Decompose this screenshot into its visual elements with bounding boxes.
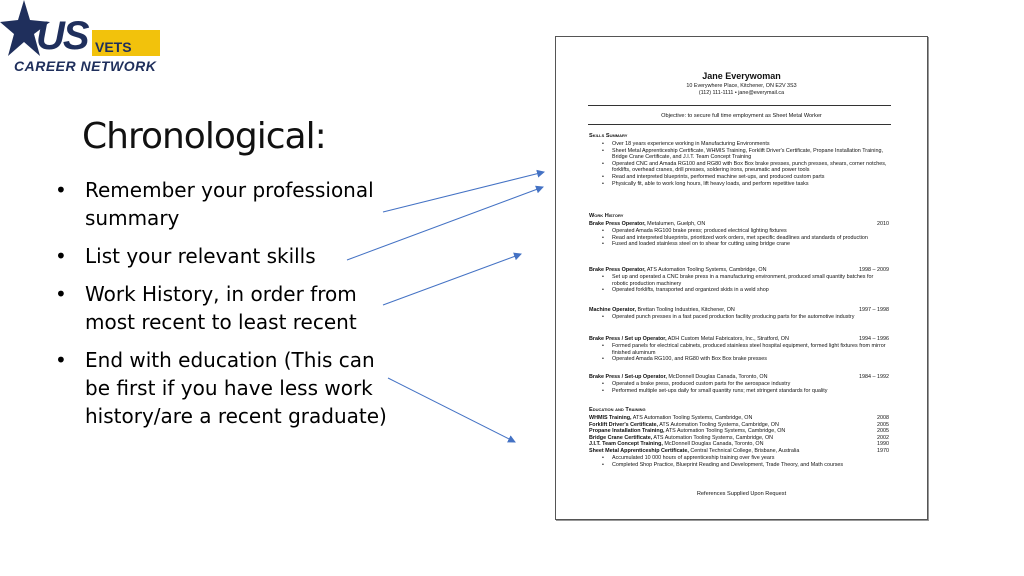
job-entry: [589, 336, 889, 343]
skill-item: • Sheet Metal Apprenticeship Certificate, WHMIS Training, Forklift Driver's Certificate, Propane Installation Training, Bridge Crane Certificate, and J.I.T. Team Concept Training: [602, 148, 889, 161]
logo-career-network: CAREER NETWORK: [14, 58, 157, 74]
education-item: [589, 435, 889, 442]
job-duties: [602, 274, 889, 294]
job-duties: [602, 314, 889, 321]
skill-item: • Read and interpreted blueprints, performed machine set-ups, and produced custom parts: [602, 174, 889, 181]
resume-contact: (112) 111-1111 • jane@everymail.ca: [698, 90, 785, 96]
job-title: Brake Press Operator,: [589, 221, 646, 227]
work-heading: Work History: [589, 213, 624, 219]
job-entry: [589, 374, 889, 381]
skills-list: [602, 141, 889, 187]
education-detail: ATS Automation Tooling Systems, Cambridge, ON: [652, 434, 774, 441]
skill-item: • Operated CNC and Amada RG100 and RG80 with Box Box brake presses, punch presses, shears, corner notches, forklifts, overhead cranes, drill presses, soldering irons, pneumatic and power tools: [602, 161, 889, 174]
education-year: 1990: [877, 441, 889, 448]
education-title: Propane Installation Training,: [589, 428, 665, 435]
skill-item: • Physically fit, able to work long hours, lift heavy loads, and perform repetitive tasks: [602, 181, 889, 188]
education-detail: ATS Automation Tooling Systems, Cambridge, ON: [631, 415, 753, 421]
bullet-skills: • List your relevant skills: [55, 242, 395, 270]
duty-item: • Performed multiple set-ups daily for small quantity runs; met stringent standards for quality: [602, 388, 889, 395]
duty-item: • Read and interpreted blueprints, prioritized work orders, met specific deadlines and standards of production: [602, 235, 889, 242]
job-duties: [602, 381, 889, 394]
duty-item: • Formed panels for electrical cabinets, produced stainless steel hospital equipment, formed light fixtures from mirror finished aluminum: [602, 343, 889, 356]
job-entry: [589, 221, 889, 228]
education-item: [589, 448, 889, 455]
arrow-education: [388, 378, 515, 442]
job-title: Brake Press / Set up Operator,: [589, 336, 667, 342]
education-year: 1970: [877, 447, 889, 454]
education-title: Bridge Crane Certificate,: [589, 434, 653, 441]
education-list: [589, 415, 889, 455]
skills-heading: Skills Summary: [589, 133, 628, 139]
job-company: ATS Automation Tooling Systems, Cambridge, ON: [645, 267, 767, 273]
job-title: Brake Press / Set-up Operator,: [589, 374, 667, 380]
duty-item: • Set up and operated a CNC brake press in a manufacturing environment, produced small quantity batches for robotic production machinery: [602, 274, 889, 287]
duty-item: • Operated Amada RG100 brake press; produced electrical lighting fixtures: [602, 228, 889, 235]
arrow-work-history: [383, 254, 521, 305]
resume-name: Jane Everywoman: [702, 71, 781, 81]
education-detail: Central Technical College, Brisbane, Australia: [688, 447, 800, 454]
education-item: [589, 422, 889, 429]
education-detail: ATS Automation Tooling Systems, Cambridge, ON: [664, 428, 786, 435]
education-title: Forklift Driver's Certificate,: [589, 421, 658, 428]
bullet-summary: • Remember your professional summary: [55, 176, 395, 232]
education-title: J.I.T. Team Concept Training,: [589, 441, 663, 448]
duty-item: • Operated Amada RG100, and RG80 with Box Box brake presses: [602, 356, 889, 363]
job-company: Metalumen, Guelph, ON: [645, 221, 706, 227]
logo-vets-text: VETS: [95, 39, 132, 55]
education-title: WHMIS Training,: [589, 415, 632, 421]
job-years: 2010: [877, 221, 889, 227]
education-note: • Accumulated 10 000 hours of apprenticeship training over five years: [602, 455, 889, 462]
slide-title: Chronological:: [82, 116, 326, 157]
job-entry: [589, 307, 889, 314]
education-year: 2005: [877, 428, 889, 435]
logo-us-text: US: [36, 14, 88, 58]
education-title: Sheet Metal Apprenticeship Certificate,: [589, 447, 689, 454]
duty-item: • Operated forklifts, transported and organized skids in a weld shop: [602, 287, 889, 294]
education-item: [589, 415, 889, 422]
duty-item: • Fused and loaded stainless steel on to shear for cutting using bridge crane: [602, 241, 889, 248]
resume-document: [555, 36, 928, 520]
resume-divider: [588, 124, 891, 125]
job-entry: [589, 267, 889, 274]
job-company: Brettan Tooling Industries, Kitchener, ON: [636, 307, 735, 313]
job-title: Brake Press Operator,: [589, 267, 646, 273]
job-company: ADH Custom Metal Fabricators, Inc., Stratford, ON: [666, 336, 789, 342]
education-item: [589, 441, 889, 448]
job-title: Machine Operator,: [589, 307, 637, 313]
job-years: 1998 – 2009: [859, 267, 889, 273]
job-years: 1994 – 1996: [859, 336, 889, 342]
duty-item: • Operated a brake press, produced custom parts for the aerospace industry: [602, 381, 889, 388]
resume-divider: [588, 105, 891, 106]
references-note: References Supplied Upon Request: [696, 491, 787, 497]
bullet-work-history: • Work History, in order from most recent to least recent: [55, 280, 395, 336]
skill-item: • Over 18 years experience working in Manufacturing Environments: [602, 141, 889, 148]
resume-objective: Objective: to secure full time employment as Sheet Metal Worker: [661, 113, 822, 119]
education-year: 2002: [877, 434, 889, 441]
bullet-education: • End with education (This can be first if you have less work history/are a recent graduate): [55, 346, 395, 430]
arrow-summary: [383, 172, 544, 212]
education-detail: ATS Automation Tooling Systems, Cambridge, ON: [658, 421, 779, 428]
education-heading: Education and Training: [589, 407, 646, 413]
job-years: 1997 – 1998: [859, 307, 889, 313]
job-duties: [602, 228, 889, 248]
education-year: 2008: [877, 415, 889, 421]
job-duties: [602, 343, 889, 363]
education-detail: McDonnell Douglas Canada, Toronto, ON: [662, 441, 764, 448]
education-year: 2005: [877, 421, 889, 428]
job-company: McDonnell Douglas Canada, Toronto, ON: [666, 374, 768, 380]
resume-address: 10 Everywhere Place, Kitchener, ON E2V 3S3: [686, 83, 797, 89]
arrow-skills: [347, 187, 543, 260]
job-years: 1984 – 1992: [859, 374, 889, 380]
education-item: [589, 428, 889, 435]
education-notes: [602, 455, 889, 468]
duty-item: • Operated punch presses in a fast paced production facility producing parts for the automotive industry: [602, 314, 889, 321]
education-note: • Completed Shop Practice, Blueprint Reading and Development, Trade Theory, and Math courses: [602, 462, 889, 469]
